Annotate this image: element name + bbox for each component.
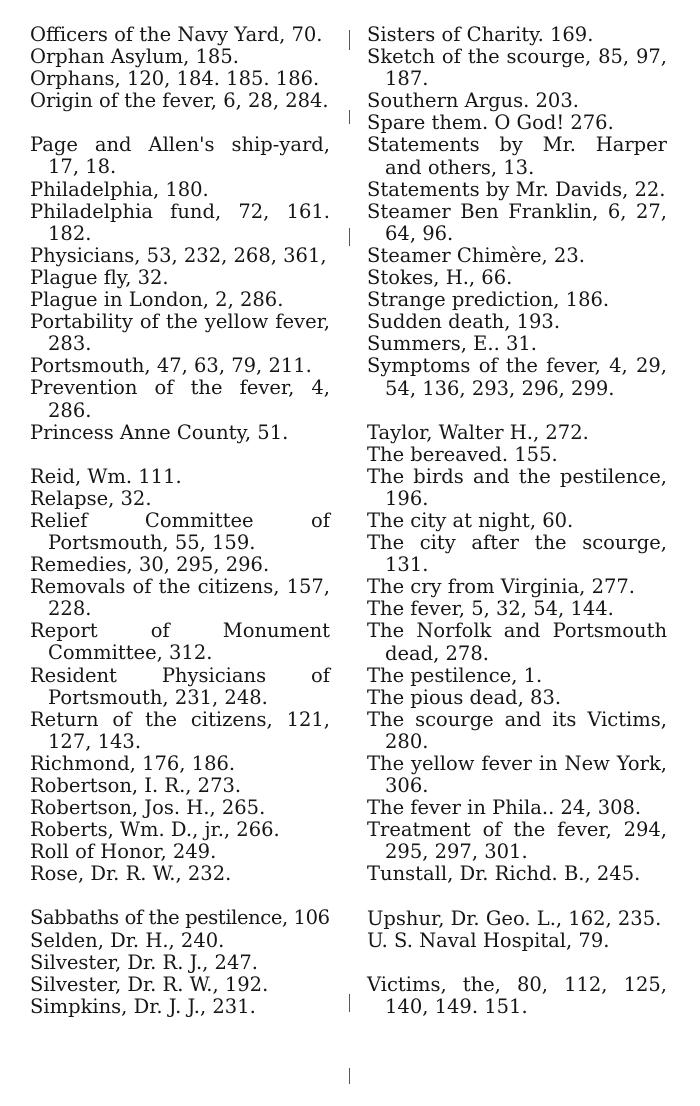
index-entry: Selden, Dr. H., 240.: [30, 928, 225, 952]
index-entry: Silvester, Dr. R. W., 192.: [30, 972, 269, 996]
index-entry: Remedies, 30, 295, 296.: [30, 553, 270, 577]
index-entry: Officers of the Navy Yard, 70.: [30, 23, 323, 46]
index-entry: Roberts, Wm. D., jr., 266.: [30, 818, 280, 842]
index-entry: Orphans, 120, 184. 185. 186.: [30, 67, 320, 91]
index-entry: Portsmouth, 47, 63, 79, 211.: [30, 354, 312, 378]
section-gap: [30, 885, 330, 907]
column-rule: [349, 228, 350, 246]
index-entry: Robertson, I. R., 273.: [30, 774, 242, 797]
index-entry: Report of Monument Committee, 312.: [30, 619, 330, 665]
index-entry: Spare them. O God! 276.: [367, 111, 614, 135]
index-entry: The scourge and its Victims, 280.: [367, 707, 667, 753]
index-entry: The bereaved. 155.: [367, 442, 558, 466]
index-entry: The pestilence, 1.: [367, 663, 543, 687]
index-entry: Orphan Asylum, 185.: [30, 45, 239, 69]
index-entry: Sabbaths of the pestilence, 106: [30, 906, 330, 930]
index-entry: Robertson, Jos. H., 265.: [30, 796, 266, 820]
section-gap: [367, 400, 667, 422]
index-entry: The fever in Phila.. 24, 308.: [367, 796, 642, 820]
column-rule: [349, 110, 350, 124]
index-entry: Taylor, Walter H., 272.: [367, 420, 589, 444]
column-rule: [349, 994, 350, 1012]
section-gap: [30, 444, 330, 466]
index-entry: Steamer Chimère, 23.: [367, 243, 585, 267]
index-entry: Sisters of Charity. 169.: [367, 23, 594, 46]
index-entry: Prevention of the fever, 4, 286.: [30, 376, 330, 422]
index-entry: Resident Physicians of Portsmouth, 231, 248.: [30, 663, 330, 709]
index-entry: The Norfolk and Portsmouth dead, 278.: [367, 619, 667, 665]
index-entry: Simpkins, Dr. J. J., 231.: [30, 994, 256, 1018]
section-gap: [30, 112, 330, 134]
index-entry: Reid, Wm. 111.: [30, 464, 182, 488]
index-entry: Tunstall, Dr. Richd. B., 245.: [367, 862, 641, 886]
index-entry: Victims, the, 80, 112, 125, 140, 149. 151.: [367, 972, 667, 1018]
section-gap: [367, 952, 667, 974]
index-entry: Silvester, Dr. R. J., 247.: [30, 950, 258, 974]
index-entry: Richmond, 176, 186.: [30, 751, 236, 775]
index-entry: The city after the scourge, 131.: [367, 531, 667, 577]
right-column: [367, 24, 667, 1018]
index-entry: The birds and the pestilence, 196.: [367, 464, 667, 510]
index-entry: Plague in London, 2, 286.: [30, 288, 284, 312]
index-entry: Relapse, 32.: [30, 486, 152, 510]
index-entry: Plague fly, 32.: [30, 265, 169, 289]
index-entry: Portability of the yellow fever, 283.: [30, 310, 330, 356]
index-entry: Upshur, Dr. Geo. L., 162, 235.: [367, 906, 662, 930]
index-entry: Stokes, H., 66.: [367, 266, 513, 290]
index-entry: The city at night, 60.: [367, 508, 574, 532]
index-entry: U. S. Naval Hospital, 79.: [367, 928, 610, 952]
index-entry: Rose, Dr. R. W., 232.: [30, 862, 232, 886]
index-entry: Statements by Mr. Harper and others, 13.: [367, 133, 667, 179]
index-entry: Page and Allen's ship-yard, 17, 18.: [30, 133, 330, 179]
index-entry: Summers, E.. 31.: [367, 332, 538, 356]
column-rule: [349, 1068, 350, 1084]
index-entry: The fever, 5, 32, 54, 144.: [367, 597, 614, 621]
index-entry: The pious dead, 83.: [367, 685, 562, 709]
index-entry: Return of the citizens, 121, 127, 143.: [30, 707, 330, 753]
index-entry: Treatment of the fever, 294, 295, 297, 301.: [367, 818, 667, 864]
index-entry: Physicians, 53, 232, 268, 361,: [30, 243, 327, 267]
index-entry: Steamer Ben Franklin, 6, 27, 64, 96.: [367, 199, 667, 245]
index-entry: The cry from Virginia, 277.: [367, 575, 635, 599]
index-entry: Relief Committee of Portsmouth, 55, 159.: [30, 508, 330, 554]
index-entry: Sudden death, 193.: [367, 310, 561, 334]
section-gap: [367, 886, 667, 908]
index-entry: The yellow fever in New York, 306.: [367, 752, 667, 798]
index-entry: Roll of Honor, 249.: [30, 840, 217, 864]
index-entry: Sketch of the scourge, 85, 97, 187.: [367, 45, 667, 91]
index-entry: Statements by Mr. Davids, 22.: [367, 177, 666, 201]
index-entry: Southern Argus. 203.: [367, 89, 579, 113]
index-entry: Philadelphia fund, 72, 161. 182.: [30, 199, 330, 245]
column-rule: [349, 30, 350, 50]
index-entry: Strange prediction, 186.: [367, 288, 610, 312]
index-entry: Princess Anne County, 51.: [30, 420, 289, 444]
left-column: [30, 24, 330, 1018]
index-entry: Origin of the fever, 6, 28, 284.: [30, 89, 329, 113]
index-entry: Philadelphia, 180.: [30, 177, 209, 201]
index-entry: Removals of the citizens, 157, 228.: [30, 575, 330, 621]
index-entry: Symptoms of the fever, 4, 29, 54, 136, 293, 296, 299.: [367, 354, 667, 400]
